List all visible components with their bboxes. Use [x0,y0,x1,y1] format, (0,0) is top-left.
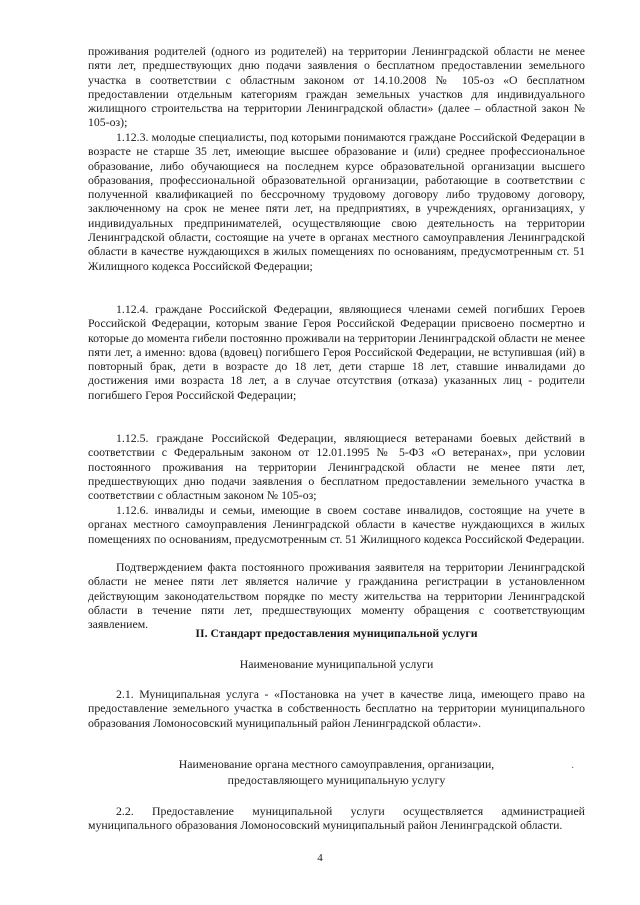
paragraph-2-2: 2.2. Предоставление муниципальной услуги осуществляется администрацией муниципального образования Ломоносовский муниципальный район Ленинградской области. [88,804,585,833]
subheading-authority-line-1: Наименование органа местного самоуправления, организации, [178,757,495,771]
paragraph-continuation: проживания родителей (одного из родителей) на территории Ленинградской области не менее пяти лет, предшествующих дню подачи заявления о бесплатном предоставлении земельного участка в соответствии с областным законом от 14.10.2008 № 105-оз «О бесплатном предоставлении отдельным категориям граждан земельных участков для индивидуального жилищного строительства на территории Ленинградской области» (далее – областной закон № 105-оз); [88,44,585,130]
page-number: 4 [317,852,323,864]
paragraph-1-12-5: 1.12.5. граждане Российской Федерации, являющиеся ветеранами боевых действий в соответствии с Федеральным законом от 12.01.1995 № 5-ФЗ «О ветеранах», при условии постоянного проживания на территории Ленинградской области не менее пяти лет, предшествующих дню подачи заявления о бесплатном предоставлении земельного участка в соответствии с областным законом № 105-оз; [88,431,585,503]
paragraph-residence-confirmation: Подтверждением факта постоянного проживания заявителя на территории Ленинградской области не менее пяти лет является наличие у гражданина регистрации в установленном действующим законодательством порядке по месту жительства на территории Ленинградской области в течение пяти лет, предшествующих моменту обращения с соответствующим заявлением. [88,560,585,632]
subheading-authority-line-2: предоставляющего муниципальную услугу [227,773,446,787]
subheading-service-name: Наименование муниципальной услуги [239,657,434,671]
section-title: II. Стандарт предоставления муниципальной услуги [195,626,478,640]
paragraph-1-12-6: 1.12.6. инвалиды и семьи, имеющие в своем составе инвалидов, состоящие на учете в органах местного самоуправления Ленинградской области в качестве нуждающихся в жилых помещениях по основаниям, предусмотренным ст. 51 Жилищного кодекса Российской Федерации. [88,503,585,546]
paragraph-2-1: 2.1. Муниципальная услуга - «Постановка на учет в качестве лица, имеющего право на предоставление земельного участка в собственность бесплатно на территории муниципального образования Ломоносовский муниципальный район Ленинградской области». [88,687,585,730]
paragraph-1-12-3: 1.12.3. молодые специалисты, под которыми понимаются граждане Российской Федерации в возрасте не старше 35 лет, имеющие высшее образование и (или) среднее профессиональное образование, либо обучающиеся на последнем курсе образовательной организации высшего образования, профессиональной образовательной организации, работающие в соответствии с полученной квалификацией по бессрочному трудовому договору либо трудовому договору, заключенному на срок не менее пяти лет, на предприятиях, в учреждениях, организациях, у индивидуальных предпринимателей, осуществляющие свою деятельность на территории Ленинградской области, состоящие на учете в органах местного самоуправления Ленинградской области в качестве нуждающихся в жилых помещениях по основаниям, предусмотренным ст. 51 Жилищного кодекса Российской Федерации; [88,130,585,273]
stray-mark: · [571,763,575,774]
paragraph-1-12-4: 1.12.4. граждане Российской Федерации, являющиеся членами семей погибших Героев Российской Федерации, которым звание Героя Российской Федерации присвоено посмертно и которые до момента гибели постоянно проживали на территории Ленинградской области не менее пяти лет, а именно: вдова (вдовец) погибшего Героя Российской Федерации, не вступившая (ий) в повторный брак, дети в возрасте до 18 лет, дети старше 18 лет, ставшие инвалидами до достижения ими возраста 18 лет, а в случае отсутствия (отказа) указанных лиц - родители погибшего Героя Российской Федерации; [88,302,585,402]
